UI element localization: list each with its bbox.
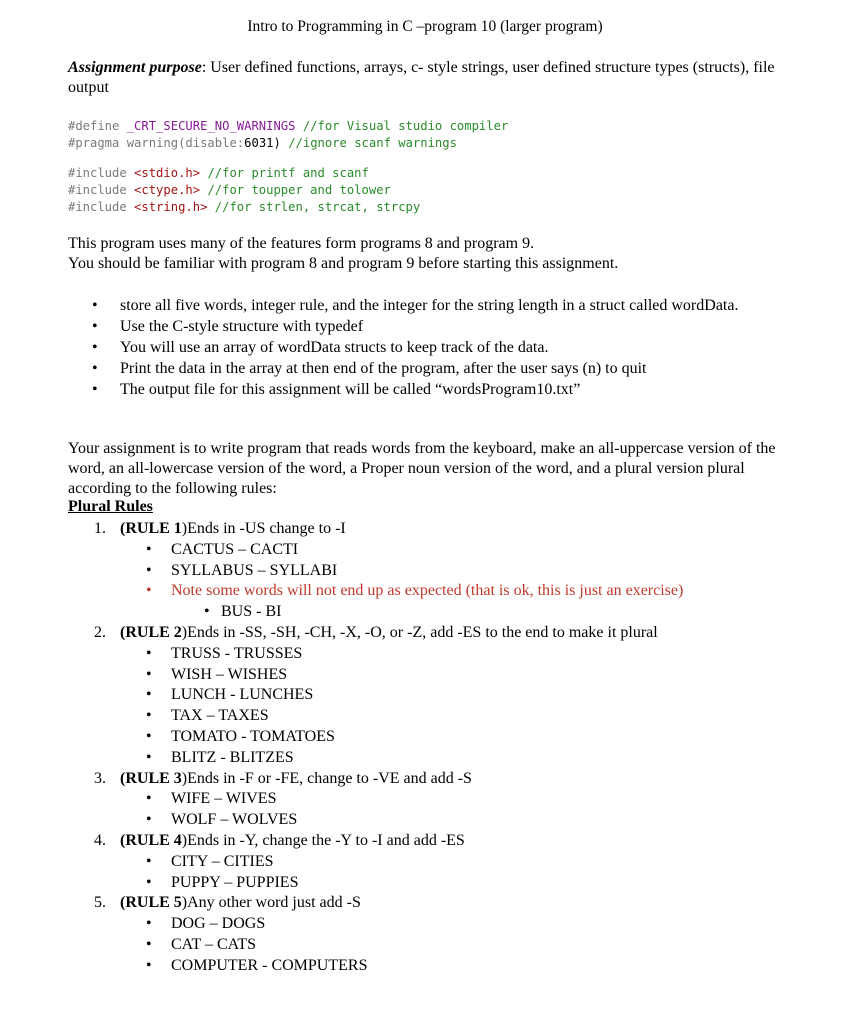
intro-line: You should be familiar with program 8 and program 9 before starting this assignment. xyxy=(68,255,619,272)
list-item: • The output file for this assignment will be called “wordsProgram10.txt” xyxy=(92,379,812,400)
code-number: 6031 xyxy=(244,136,274,150)
sub-example-item: • BUS - BI xyxy=(94,602,814,623)
rule-tag: RULE 5 xyxy=(125,894,182,912)
assignment-paragraph: Your assignment is to write program that reads words from the keyboard, make an all-uppercase version of the word, an all-lowercase version of the word, a Proper noun version of the word, and a plural version plural according to the following rules: xyxy=(68,440,776,497)
rule-description: )Any other word just add -S xyxy=(181,894,361,912)
code-comment: //ignore scanf warnings xyxy=(288,136,457,150)
code-line xyxy=(68,166,369,180)
rule-paren: ( xyxy=(120,894,126,912)
rule-number: 4. xyxy=(94,831,106,849)
rule-tag: RULE 4 xyxy=(125,831,182,849)
example-item: • PUPPY – PUPPIES xyxy=(94,873,814,894)
code-comment: //for strlen, strcat, strcpy xyxy=(214,200,421,214)
rule-number: 3. xyxy=(94,769,106,787)
rule-description: )Ends in -Y, change the -Y to -I and add -ES xyxy=(181,831,465,849)
code-directive: #include xyxy=(68,183,127,197)
rule-item xyxy=(94,623,814,644)
example-item: • LUNCH - LUNCHES xyxy=(94,685,814,706)
rule-paren: ( xyxy=(120,520,126,537)
list-item: • Use the C-style structure with typedef xyxy=(92,316,812,337)
rule-item xyxy=(94,831,814,852)
rule-tag: RULE 1 xyxy=(125,520,182,537)
rule-note: • Note some words will not end up as expected (that is ok, this is just an exercise) xyxy=(94,581,814,602)
code-token: warning( xyxy=(126,136,186,150)
intro-paragraph xyxy=(68,234,798,274)
rule-tag: RULE 3 xyxy=(125,769,182,787)
code-block-defines xyxy=(68,118,508,152)
rule-paren: ( xyxy=(120,769,126,787)
example-item: • BLITZ - BLITZES xyxy=(94,748,814,769)
page-title: Intro to Programming in C –program 10 (larger program) xyxy=(247,18,603,35)
example-item: • DOG – DOGS xyxy=(94,914,814,935)
code-macro: _CRT_SECURE_NO_WARNINGS xyxy=(126,119,296,133)
code-comment: //for toupper and tolower xyxy=(207,183,391,197)
requirements-list xyxy=(92,295,812,400)
code-line xyxy=(68,183,391,197)
intro-line: This program uses many of the features form programs 8 and program 9. xyxy=(68,235,535,252)
list-item: • You will use an array of wordData structs to keep track of the data. xyxy=(92,337,812,358)
example-item: • CACTUS – CACTI xyxy=(94,540,814,561)
code-line xyxy=(68,200,420,214)
purpose-text: : User defined functions, arrays, c- style strings, user defined structure types (structs), file output xyxy=(68,59,775,96)
example-item: • COMPUTER - COMPUTERS xyxy=(94,956,814,977)
rule-number: 2. xyxy=(94,623,106,641)
code-token: disable xyxy=(185,136,237,150)
code-header: <string.h> xyxy=(134,200,208,214)
example-item: • TOMATO - TOMATOES xyxy=(94,727,814,748)
code-token: : xyxy=(236,136,245,150)
rule-item xyxy=(94,893,814,914)
rule-number: 5. xyxy=(94,894,106,912)
plural-rules-list xyxy=(94,519,814,977)
code-comment: //for Visual studio compiler xyxy=(302,119,509,133)
code-line xyxy=(68,136,457,150)
code-header: <ctype.h> xyxy=(134,183,201,197)
rule-paren: ( xyxy=(120,623,126,641)
rule-item xyxy=(94,519,814,540)
code-directive: #pragma xyxy=(68,136,120,150)
rule-description: )Ends in -US change to -I xyxy=(181,520,346,537)
purpose-label: Assignment purpose xyxy=(68,59,202,76)
example-item: • WIFE – WIVES xyxy=(94,789,814,810)
example-item: • TAX – TAXES xyxy=(94,706,814,727)
list-item: • Print the data in the array at then end of the program, after the user says (n) to quit xyxy=(92,358,812,379)
rule-description: )Ends in -F or -FE, change to -VE and add -S xyxy=(181,769,472,787)
example-item: • WOLF – WOLVES xyxy=(94,810,814,831)
code-header: <stdio.h> xyxy=(134,166,201,180)
example-item: • CITY – CITIES xyxy=(94,852,814,873)
assignment-purpose xyxy=(68,58,788,98)
example-item: • SYLLABUS – SYLLABI xyxy=(94,561,814,582)
rule-tag: RULE 2 xyxy=(125,623,182,641)
code-token: ) xyxy=(273,136,281,150)
example-item: • TRUSS - TRUSSES xyxy=(94,644,814,665)
rule-description: )Ends in -SS, -SH, -CH, -X, -O, or -Z, add -ES to the end to make it plural xyxy=(181,623,658,641)
plural-rules-heading: Plural Rules xyxy=(68,498,153,515)
code-directive: #define xyxy=(68,119,120,133)
code-block-includes xyxy=(68,165,420,216)
rule-paren: ( xyxy=(120,831,126,849)
code-comment: //for printf and scanf xyxy=(207,166,369,180)
code-line xyxy=(68,119,508,133)
example-item: • WISH – WISHES xyxy=(94,665,814,686)
rule-item xyxy=(94,769,814,790)
list-item: • store all five words, integer rule, and the integer for the string length in a struct called wordData. xyxy=(92,295,812,316)
code-directive: #include xyxy=(68,200,127,214)
code-directive: #include xyxy=(68,166,127,180)
example-item: • CAT – CATS xyxy=(94,935,814,956)
rule-number: 1. xyxy=(94,520,106,537)
